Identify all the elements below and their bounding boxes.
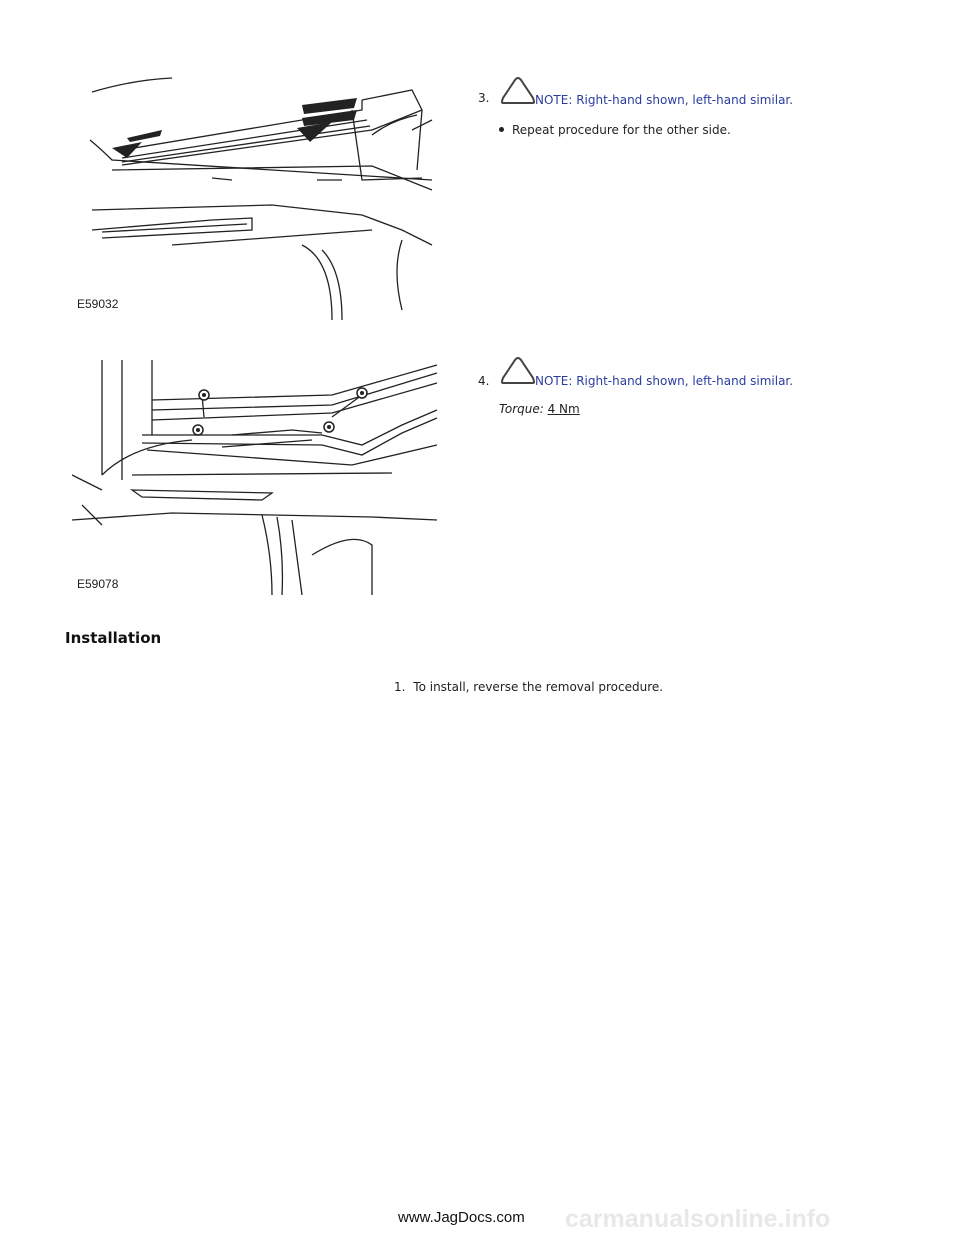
torque-label: Torque: <box>499 402 544 416</box>
footer-site-link[interactable]: www.JagDocs.com <box>398 1209 525 1226</box>
illustration-drip-rail-trim <box>72 70 437 320</box>
step-4 <box>478 356 878 426</box>
figure-label: E59078 <box>77 577 119 591</box>
figure-e59032 <box>72 70 437 320</box>
figure-label: E59032 <box>77 297 119 311</box>
step-3 <box>478 76 878 156</box>
bullet-text: Repeat procedure for the other side. <box>512 123 731 137</box>
step-number: 1. <box>394 680 406 694</box>
watermark: carmanualsonline.info <box>565 1205 831 1233</box>
illustration-drip-rail-bolts <box>72 355 442 595</box>
step-text: To install, reverse the removal procedure. <box>413 680 664 694</box>
warning-icon <box>500 356 536 389</box>
torque-value[interactable]: 4 Nm <box>547 402 580 416</box>
installation-step-1 <box>394 680 663 694</box>
note-text: NOTE: Right-hand shown, left-hand similar. <box>535 374 794 388</box>
bullet-icon <box>499 127 504 132</box>
bullet-item <box>499 123 731 137</box>
step-number: 3. <box>478 91 490 105</box>
step-number: 4. <box>478 374 490 388</box>
note-text: NOTE: Right-hand shown, left-hand similar. <box>535 93 794 107</box>
torque-spec <box>499 402 580 416</box>
warning-icon <box>500 76 536 109</box>
figure-e59078 <box>72 355 442 595</box>
section-heading-installation: Installation <box>65 629 162 647</box>
